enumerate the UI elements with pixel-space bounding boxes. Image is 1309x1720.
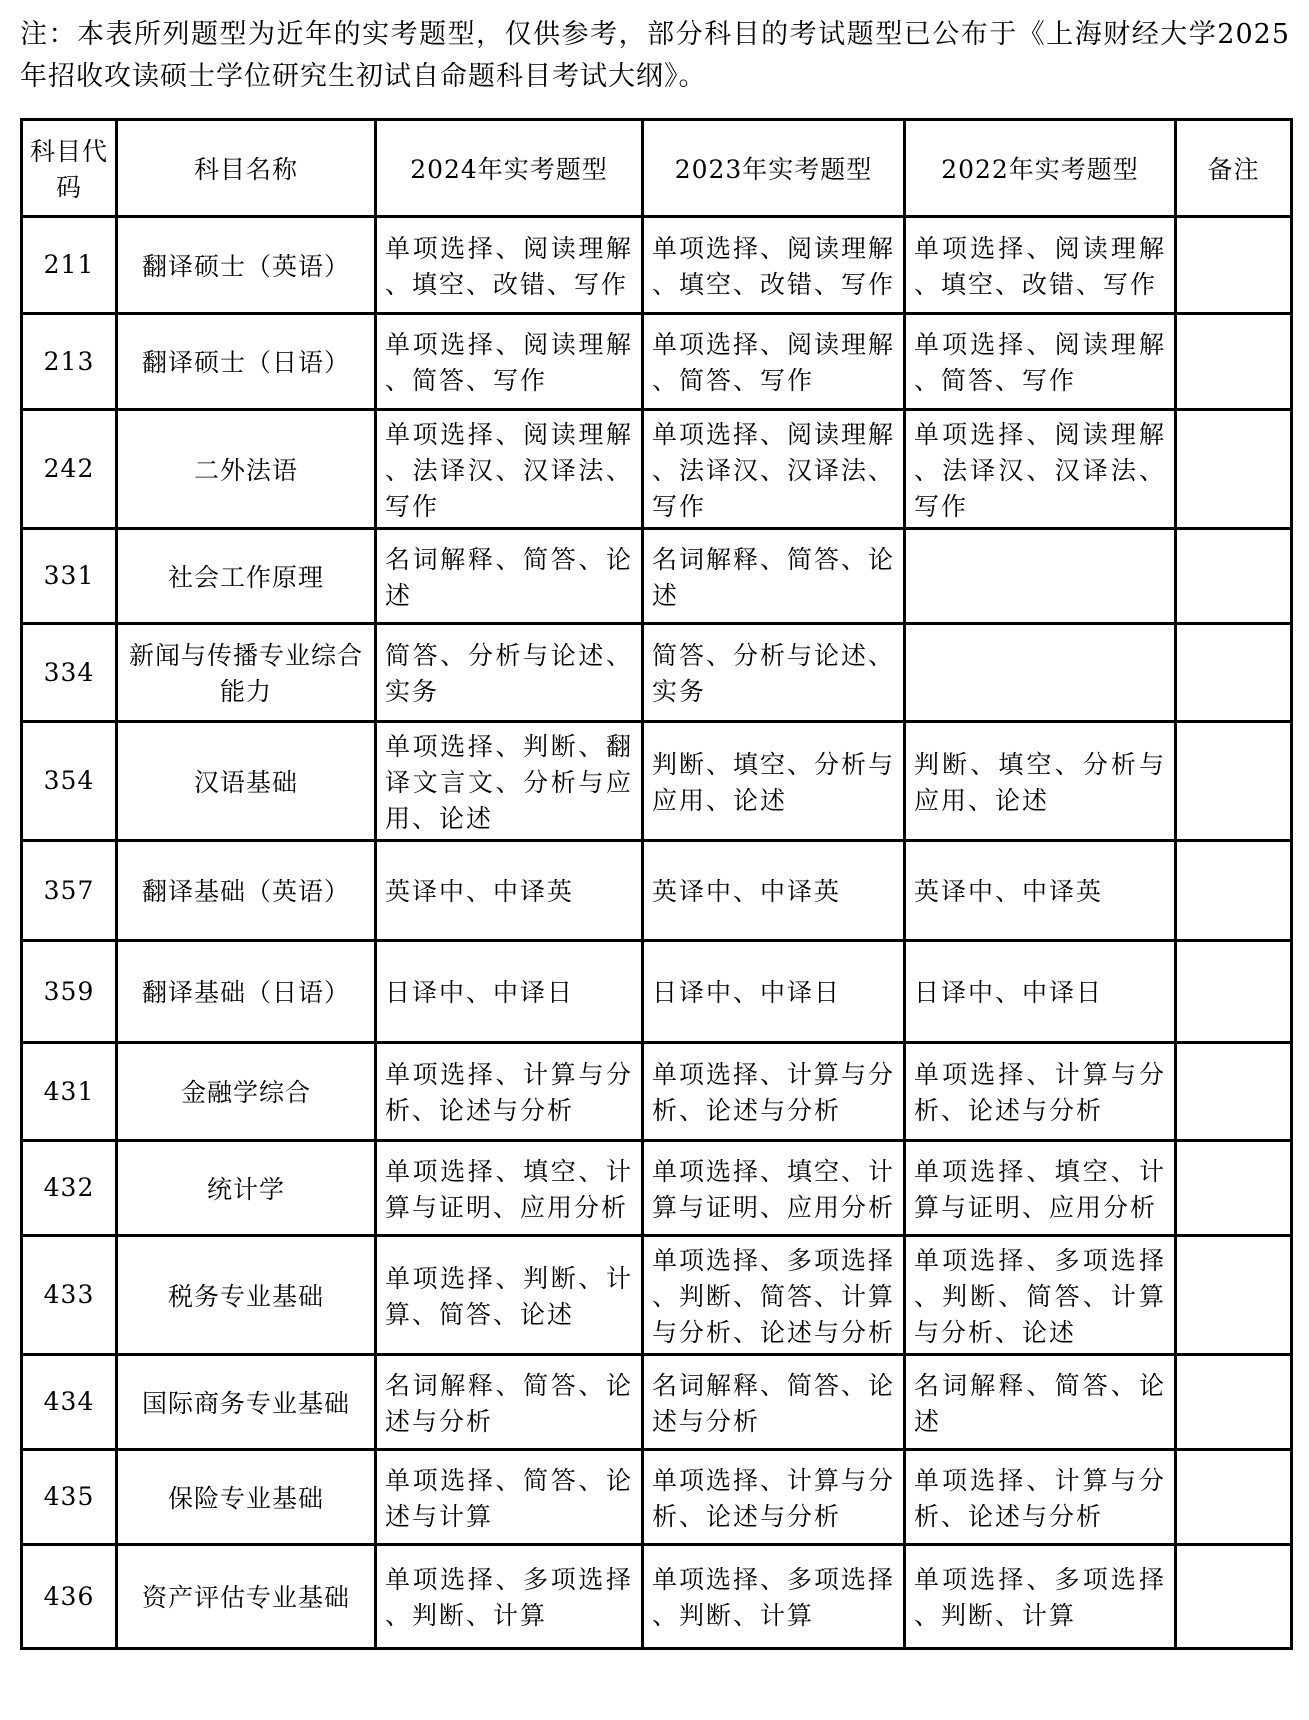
types-2023-cell: 简答、分析与论述、实务: [643, 623, 905, 721]
types-2023-cell: 单项选择、多项选择、判断、简答、计算与分析、论述与分析: [643, 1235, 905, 1354]
remark-cell: [1176, 1235, 1292, 1354]
types-2023-cell: 判断、填空、分析与应用、论述: [643, 721, 905, 840]
subject-code-cell: 432: [22, 1140, 117, 1235]
types-2022-cell: 单项选择、多项选择、判断、计算: [905, 1544, 1176, 1648]
types-2023-cell: 名词解释、简答、论述: [643, 528, 905, 623]
types-2024-cell: 单项选择、填空、计算与证明、应用分析: [376, 1140, 643, 1235]
header-remark: 备注: [1176, 119, 1292, 216]
subject-code-cell: 242: [22, 409, 117, 528]
subject-code-cell: 431: [22, 1042, 117, 1140]
types-2022-cell: 单项选择、阅读理解、简答、写作: [905, 313, 1176, 409]
remark-cell: [1176, 313, 1292, 409]
types-2024-cell: 单项选择、阅读理解、填空、改错、写作: [376, 216, 643, 313]
header-row: [22, 119, 1292, 216]
types-2022-cell: [905, 623, 1176, 721]
types-2022-cell: 名词解释、简答、论述: [905, 1354, 1176, 1449]
table-row: [22, 1235, 1292, 1354]
types-2022-cell: 单项选择、阅读理解、填空、改错、写作: [905, 216, 1176, 313]
types-2023-cell: 单项选择、计算与分析、论述与分析: [643, 1449, 905, 1544]
subject-name-cell: 汉语基础: [117, 721, 376, 840]
remark-cell: [1176, 216, 1292, 313]
types-2023-cell: 单项选择、多项选择、判断、计算: [643, 1544, 905, 1648]
table-row: [22, 1544, 1292, 1648]
table-row: [22, 940, 1292, 1042]
remark-cell: [1176, 940, 1292, 1042]
types-2023-cell: 单项选择、阅读理解、填空、改错、写作: [643, 216, 905, 313]
types-2022-cell: 单项选择、计算与分析、论述与分析: [905, 1449, 1176, 1544]
types-2023-cell: 单项选择、阅读理解、简答、写作: [643, 313, 905, 409]
subject-name-cell: 社会工作原理: [117, 528, 376, 623]
subject-code-cell: 354: [22, 721, 117, 840]
remark-cell: [1176, 1042, 1292, 1140]
subject-code-cell: 211: [22, 216, 117, 313]
types-2024-cell: 单项选择、判断、翻译文言文、分析与应用、论述: [376, 721, 643, 840]
subject-code-cell: 331: [22, 528, 117, 623]
types-2022-cell: 单项选择、多项选择、判断、简答、计算与分析、论述: [905, 1235, 1176, 1354]
types-2022-cell: 判断、填空、分析与应用、论述: [905, 721, 1176, 840]
types-2024-cell: 简答、分析与论述、实务: [376, 623, 643, 721]
types-2024-cell: 英译中、中译英: [376, 840, 643, 940]
subject-name-cell: 二外法语: [117, 409, 376, 528]
table-body: [22, 216, 1292, 1648]
types-2023-cell: 名词解释、简答、论述与分析: [643, 1354, 905, 1449]
types-2022-cell: 单项选择、填空、计算与证明、应用分析: [905, 1140, 1176, 1235]
subject-code-cell: 436: [22, 1544, 117, 1648]
table-row: [22, 1354, 1292, 1449]
subject-code-cell: 334: [22, 623, 117, 721]
types-2022-cell: 单项选择、阅读理解、法译汉、汉译法、写作: [905, 409, 1176, 528]
subject-name-cell: 国际商务专业基础: [117, 1354, 376, 1449]
note-text: 注：本表所列题型为近年的实考题型，仅供参考，部分科目的考试题型已公布于《上海财经大学2025年招收攻读硕士学位研究生初试自命题科目考试大纲》。: [20, 19, 1290, 92]
remark-cell: [1176, 721, 1292, 840]
table-row: [22, 216, 1292, 313]
remark-cell: [1176, 409, 1292, 528]
header-types-2022: 2022年实考题型: [905, 119, 1176, 216]
types-2023-cell: 日译中、中译日: [643, 940, 905, 1042]
table-row: [22, 409, 1292, 528]
subject-name-cell: 翻译基础（日语）: [117, 940, 376, 1042]
table-row: [22, 528, 1292, 623]
subject-name-cell: 保险专业基础: [117, 1449, 376, 1544]
types-2024-cell: 单项选择、简答、论述与计算: [376, 1449, 643, 1544]
types-2023-cell: 单项选择、填空、计算与证明、应用分析: [643, 1140, 905, 1235]
remark-cell: [1176, 1140, 1292, 1235]
types-2022-cell: 英译中、中译英: [905, 840, 1176, 940]
subject-name-cell: 税务专业基础: [117, 1235, 376, 1354]
subject-code-cell: 357: [22, 840, 117, 940]
types-2024-cell: 单项选择、多项选择、判断、计算: [376, 1544, 643, 1648]
types-2022-cell: 单项选择、计算与分析、论述与分析: [905, 1042, 1176, 1140]
table-row: [22, 1449, 1292, 1544]
types-2024-cell: 日译中、中译日: [376, 940, 643, 1042]
table-row: [22, 840, 1292, 940]
types-2023-cell: 单项选择、阅读理解、法译汉、汉译法、写作: [643, 409, 905, 528]
types-2022-cell: 日译中、中译日: [905, 940, 1176, 1042]
remark-cell: [1176, 1544, 1292, 1648]
subject-name-cell: 翻译硕士（日语）: [117, 313, 376, 409]
subject-name-cell: 新闻与传播专业综合能力: [117, 623, 376, 721]
subject-name-cell: 翻译硕士（英语）: [117, 216, 376, 313]
types-2022-cell: [905, 528, 1176, 623]
types-2024-cell: 名词解释、简答、论述: [376, 528, 643, 623]
header-types-2023: 2023年实考题型: [643, 119, 905, 216]
header-subject-name: 科目名称: [117, 119, 376, 216]
subject-code-cell: 434: [22, 1354, 117, 1449]
types-2024-cell: 单项选择、计算与分析、论述与分析: [376, 1042, 643, 1140]
types-2024-cell: 单项选择、判断、计算、简答、论述: [376, 1235, 643, 1354]
remark-cell: [1176, 1449, 1292, 1544]
subject-name-cell: 统计学: [117, 1140, 376, 1235]
types-2024-cell: 单项选择、阅读理解、法译汉、汉译法、写作: [376, 409, 643, 528]
subject-name-cell: 翻译基础（英语）: [117, 840, 376, 940]
types-2023-cell: 英译中、中译英: [643, 840, 905, 940]
table-row: [22, 623, 1292, 721]
table-row: [22, 1140, 1292, 1235]
header-subject-code: 科目代码: [22, 119, 117, 216]
exam-types-table: [20, 118, 1293, 1650]
subject-code-cell: 359: [22, 940, 117, 1042]
subject-name-cell: 金融学综合: [117, 1042, 376, 1140]
header-types-2024: 2024年实考题型: [376, 119, 643, 216]
types-2024-cell: 单项选择、阅读理解、简答、写作: [376, 313, 643, 409]
table-row: [22, 1042, 1292, 1140]
remark-cell: [1176, 623, 1292, 721]
subject-code-cell: 213: [22, 313, 117, 409]
subject-code-cell: 435: [22, 1449, 117, 1544]
subject-name-cell: 资产评估专业基础: [117, 1544, 376, 1648]
remark-cell: [1176, 528, 1292, 623]
table-row: [22, 721, 1292, 840]
types-2024-cell: 名词解释、简答、论述与分析: [376, 1354, 643, 1449]
table-row: [22, 313, 1292, 409]
types-2023-cell: 单项选择、计算与分析、论述与分析: [643, 1042, 905, 1140]
subject-code-cell: 433: [22, 1235, 117, 1354]
remark-cell: [1176, 840, 1292, 940]
remark-cell: [1176, 1354, 1292, 1449]
